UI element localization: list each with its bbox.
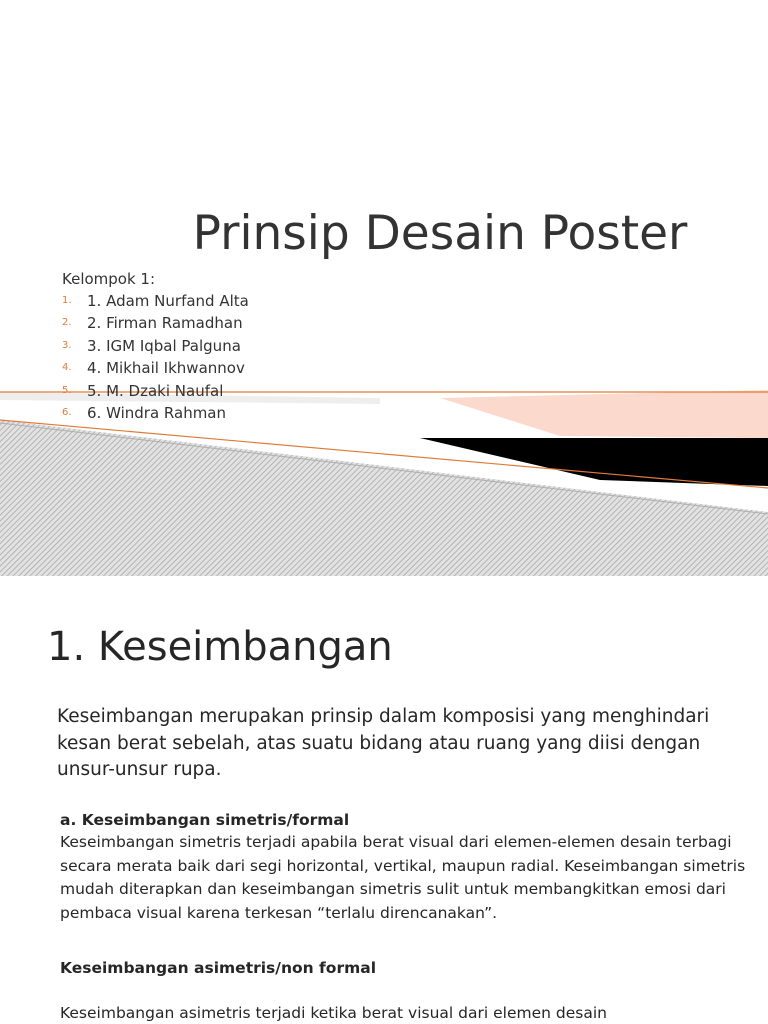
slide-title: Prinsip Desain Poster [192,206,688,261]
list-item [62,312,249,334]
member-name: 2. Firman Ramadhan [87,314,243,333]
list-number: 2. [62,317,72,329]
list-item [62,335,249,357]
list-number: 3. [62,339,72,351]
peach-band [440,390,768,438]
content-slide [0,576,768,1024]
subheading-symmetric: a. Keseimbangan simetris/formal [60,811,350,829]
list-number: 5. [62,384,72,396]
list-item [62,290,249,312]
symmetric-paragraph: Keseimbangan simetris terjadi apabila berat visual dari elemen-elemen desain terbagi secara merata baik dari segi horizontal, vertikal, maupun radial. Keseimbangan simetris mudah diterapkan dan keseimbangan simetris sulit untuk membangkitkan emosi dari pembaca visual karena terkesan “terlalu direncanakan”. [60,833,746,922]
member-name: 6. Windra Rahman [87,403,227,422]
list-number: 4. [62,362,72,374]
section-heading: 1. Keseimbangan [47,624,393,670]
intro-paragraph: Keseimbangan merupakan prinsip dalam komposisi yang menghindari kesan berat sebelah, atas suatu bidang atau ruang yang diisi dengan unsur-unsur rupa. [57,706,710,780]
member-name: 1. Adam Nurfand Alta [87,292,249,310]
list-item [62,402,249,424]
list-number: 1. [62,295,72,306]
asymmetric-paragraph: Keseimbangan asimetris terjadi ketika berat visual dari elemen desain [60,1004,607,1022]
member-name: 3. IGM Iqbal Palguna [87,336,241,355]
member-name: 5. M. Dzaki Naufal [87,381,224,400]
list-item [62,380,249,402]
group-label: Kelompok 1: [62,270,156,288]
member-name: 4. Mikhail Ikhwannov [87,359,245,378]
member-list [62,268,249,424]
subheading-asymmetric: Keseimbangan asimetris/non formal [60,959,377,977]
list-item [62,357,249,379]
list-number: 6. [62,406,72,418]
